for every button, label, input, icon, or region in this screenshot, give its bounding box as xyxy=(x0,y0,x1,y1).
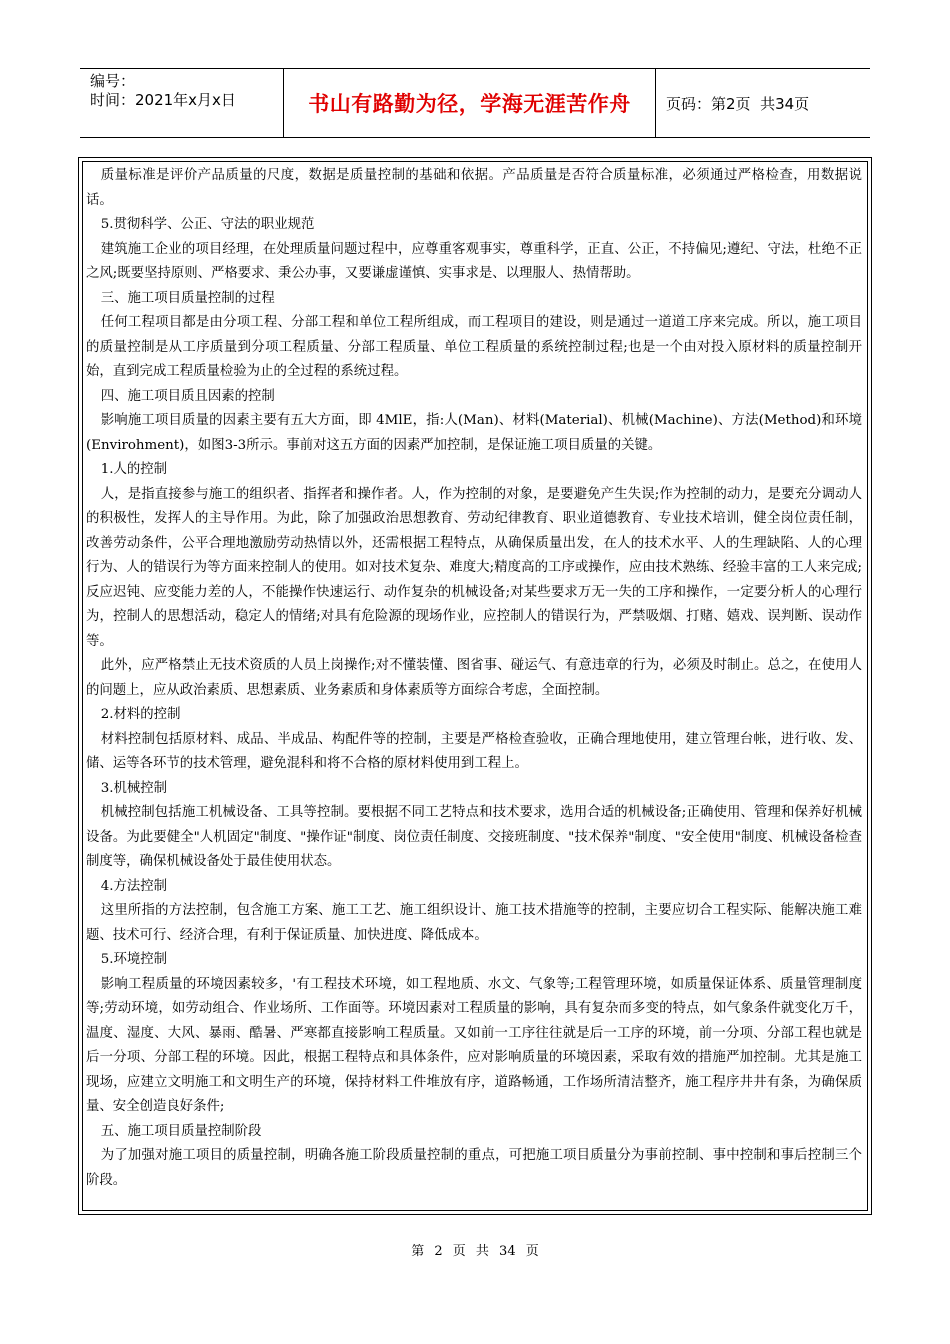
document-time-label: 时间：2021年x月x日 xyxy=(90,91,236,109)
body-paragraph: 这里所指的方法控制，包含施工方案、施工工艺、施工组织设计、施工技术措施等的控制，主要应切合工程实际、能解决施工难题、技术可行、经济合理，有利于保证质量、加快进度、降低成本。 xyxy=(86,903,862,943)
header-page-cell xyxy=(656,69,870,137)
header-page-info: 页码：第2页 共34页 xyxy=(666,94,810,113)
section-heading: 四、施工项目质且因素的控制 xyxy=(100,388,275,404)
body-paragraph: 影响施工项目质量的因素主要有五大方面，即 4MlE，指:人(Man)、材料(Material)、机械(Machine)、方法(Method)和环境(Envirohment)，如图3-3所示。事前对这五方面的因素严加控制，是保证施工项目质量的关键。 xyxy=(86,413,862,453)
header-motto-cell xyxy=(283,69,656,137)
body-paragraph: 材料控制包括原材料、成品、半成品、构配件等的控制，主要是严格检查验收，正确合理地使用，建立管理台帐，进行收、发、储、运等各环节的技术管理，避免混科和将不合格的原材料使用到工程上。 xyxy=(86,731,862,771)
body-paragraph: 此外，应严格禁止无技术资质的人员上岗操作;对不懂装懂、图省事、碰运气、有意违章的行为，必须及时制止。总之，在使用人的问题上，应从政治素质、思想素质、业务素质和身体素质等方面综合考虑，全面控制。 xyxy=(86,658,862,698)
section-heading: 1.人的控制 xyxy=(100,462,168,477)
section-heading: 5.环境控制 xyxy=(100,952,168,967)
body-paragraph: 机械控制包括施工机械设备、工具等控制。要根据不同工艺特点和技术要求，选用合适的机械设备;正确使用、管理和保养好机械设备。为此要健全"人机固定"制度、"操作证"制度、岗位责任制度、交接班制度、"技术保养"制度、"安全使用"制度、机械设备检查制度等，确保机械设备处于最佳使用状态。 xyxy=(86,805,862,869)
header-motto: 书山有路勤为径，学海无涯苦作舟 xyxy=(308,92,631,116)
section-heading: 5.贯彻科学、公正、守法的职业规范 xyxy=(100,217,315,232)
document-code-label: 编号： xyxy=(90,72,136,90)
body-paragraph: 质量标准是评价产品质量的尺度，数据是质量控制的基础和依据。产品质量是否符合质量标准，必须通过严格检查，用数据说话。 xyxy=(86,168,862,208)
section-heading: 五、施工项目质量控制阶段 xyxy=(100,1123,262,1139)
content-frame xyxy=(78,157,872,1215)
page-header xyxy=(80,68,870,138)
page-footer: 第 2 页 共 34 页 xyxy=(411,1244,539,1259)
body-paragraph: 为了加强对施工项目的质量控制，明确各施工阶段质量控制的重点，可把施工项目质量分为事前控制、事中控制和事后控制三个阶段。 xyxy=(86,1148,862,1188)
section-heading: 三、施工项目质量控制的过程 xyxy=(100,290,275,306)
content-inner-frame xyxy=(82,161,868,1211)
section-heading: 2.材料的控制 xyxy=(100,707,181,722)
body-paragraph: 任何工程项目都是由分项工程、分部工程和单位工程所组成，而工程项目的建设，则是通过一道道工序来完成。所以，施工项目的质量控制是从工序质量到分项工程质量、分部工程质量、单位工程质量的系统控制过程;也是一个由对投入原材料的质量控制开始，直到完成工程质量检验为止的全过程的系统过程。 xyxy=(86,315,862,379)
body-paragraph: 影响工程质量的环境因素较多，'有工程技术环境，如工程地质、水文、气象等;工程管理环境，如质量保证体系、质量管理制度等;劳动环境，如劳动组合、作业场所、工作面等。环境因素对工程质量的影响，具有复杂而多变的特点，如气象条件就变化万千，温度、湿度、大风、暴雨、酷暑、严寒都直接影响工程质量。又如前一工序往往就是后一工序的环境，前一分项、分部工程也就是后一分项、分部工程的环境。因此，根据工程特点和具体条件，应对影响质量的环境因素，采取有效的措施严加控制。尤其是施工现场，应建立文明施工和文明生产的环境，保持材料工件堆放有序，道路畅通，工作场所清洁整齐，施工程序井井有条，为确保质量、安全创造良好条件; xyxy=(86,976,862,1114)
body-paragraph: 建筑施工企业的项目经理，在处理质量问题过程中，应尊重客观事实，尊重科学，正直、公正，不持偏见;遵纪、守法，杜绝不正之风;既要坚持原则、严格要求、秉公办事，又要谦虚谨慎、实事求是、以理服人、热情帮助。 xyxy=(86,241,862,281)
section-heading: 4.方法控制 xyxy=(100,878,168,894)
body-paragraph: 人，是指直接参与施工的组织者、指挥者和操作者。人，作为控制的对象，是要避免产生失误;作为控制的动力，是要充分调动人的积极性，发挥人的主导作用。为此，除了加强政治思想教育、劳动纪律教育、职业道德教育、专业技术培训，健全岗位责任制，改善劳动条件，公平合理地激励劳动热情以外，还需根据工程特点，从确保质量出发，在人的技术水平、人的生理缺陷、人的心理行为、人的错误行为等方面来控制人的使用。如对技术复杂、难度大;精度高的工序或操作，应由技术熟练、经验丰富的工人来完成;反应迟钝、应变能力差的人，不能操作快速运行、动作复杂的机械设备;对某些要求万无一失的工序和操作，一定要分析人的心理行为，控制人的思想活动，稳定人的情绪;对具有危险源的现场作业，应控制人的错误行为，严禁吸烟、打赌、嬉戏、误判断、误动作等。 xyxy=(86,486,862,649)
section-heading: 3.机械控制 xyxy=(100,780,168,796)
header-left-cell xyxy=(80,69,283,137)
